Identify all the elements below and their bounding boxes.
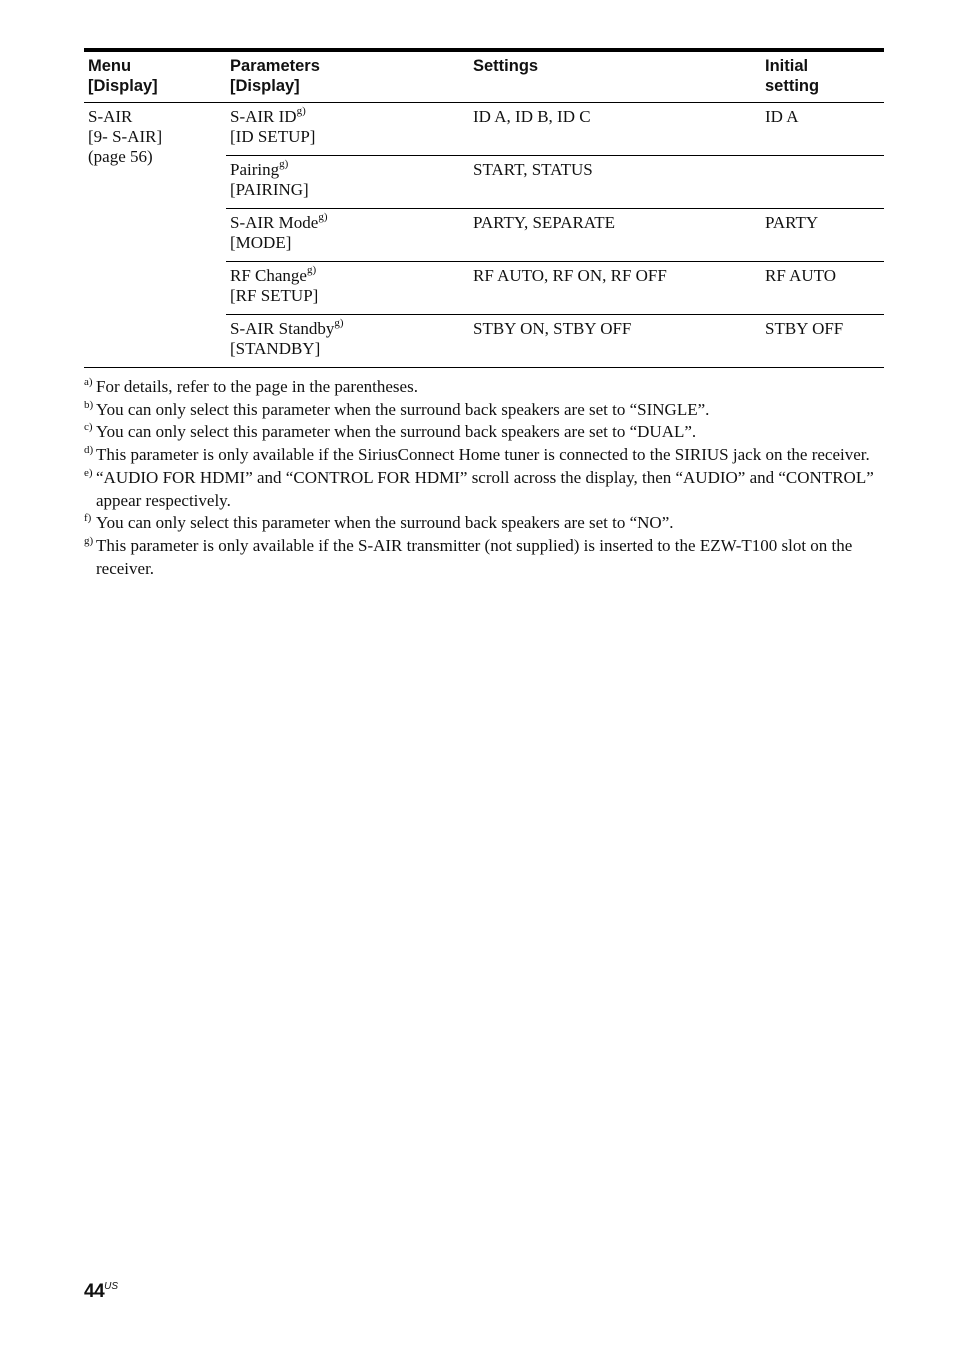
footnote-text: This parameter is only available if the S-AIR transmitter (not supplied) is inserted to the EZW-T100 slot on the receiver. bbox=[96, 535, 853, 578]
header-parameters: Parameters [Display] bbox=[226, 52, 469, 103]
footnote-marker: g) bbox=[84, 534, 94, 547]
region-code: US bbox=[104, 1281, 119, 1292]
footnote-marker: f) bbox=[84, 512, 92, 525]
footnote-g bbox=[84, 535, 884, 580]
footnote-marker: d) bbox=[84, 444, 94, 457]
footnotes bbox=[84, 376, 884, 580]
footnote-text: You can only select this parameter when the surround back speakers are set to “NO”. bbox=[96, 513, 674, 533]
footnote-a bbox=[84, 376, 884, 399]
parameter-cell: RF Change$^{g)}$ [RF SETUP] bbox=[226, 262, 469, 315]
settings-cell: START, STATUS bbox=[469, 156, 761, 209]
table-row bbox=[84, 103, 884, 156]
initial-setting-cell: RF AUTO bbox=[761, 262, 884, 315]
page-number bbox=[84, 1281, 118, 1303]
header-initial-setting: Initial setting bbox=[761, 52, 884, 103]
footnote-text: You can only select this parameter when the surround back speakers are set to “DUAL”. bbox=[96, 422, 697, 442]
page-number-value: 44 bbox=[84, 1281, 105, 1302]
header-menu: Menu [Display] bbox=[84, 52, 226, 103]
parameter-cell: Pairing$^{g)}$ [PAIRING] bbox=[226, 156, 469, 209]
menu-cell: S-AIR [9- S-AIR] (page 56) bbox=[84, 103, 226, 368]
footnote-f bbox=[84, 512, 884, 535]
initial-setting-cell bbox=[761, 156, 884, 209]
footnote-marker: c) bbox=[84, 421, 93, 434]
footnote-d bbox=[84, 444, 884, 467]
footnote-marker: a) bbox=[84, 376, 93, 388]
header-settings: Settings bbox=[469, 52, 761, 103]
footnote-c bbox=[84, 421, 884, 444]
footnote-marker: b) bbox=[84, 398, 94, 411]
parameter-cell: S-AIR Mode$^{g)}$ [MODE] bbox=[226, 209, 469, 262]
parameter-cell: S-AIR ID$^{g)}$ [ID SETUP] bbox=[226, 103, 469, 156]
parameter-cell: S-AIR Standby$^{g)}$ [STANDBY] bbox=[226, 315, 469, 368]
settings-cell: PARTY, SEPARATE bbox=[469, 209, 761, 262]
table-header-row bbox=[84, 52, 884, 103]
parameter-table bbox=[84, 52, 884, 368]
footnote-text: You can only select this parameter when the surround back speakers are set to “SINGLE”. bbox=[96, 399, 710, 419]
initial-setting-cell: ID A bbox=[761, 103, 884, 156]
settings-cell: STBY ON, STBY OFF bbox=[469, 315, 761, 368]
footnote-text: For details, refer to the page in the parentheses. bbox=[96, 377, 418, 396]
footnote-text: This parameter is only available if the SiriusConnect Home tuner is connected to the SIRIUS jack on the receiver. bbox=[96, 445, 870, 465]
footnote-text: “AUDIO FOR HDMI” and “CONTROL FOR HDMI” scroll across the display, then “AUDIO” and “CONTROL” appear respectively. bbox=[96, 467, 874, 510]
settings-cell: ID A, ID B, ID C bbox=[469, 103, 761, 156]
settings-cell: RF AUTO, RF ON, RF OFF bbox=[469, 262, 761, 315]
footnote-marker: e) bbox=[84, 466, 93, 479]
footnote-b bbox=[84, 399, 884, 422]
initial-setting-cell: STBY OFF bbox=[761, 315, 884, 368]
footnote-e bbox=[84, 467, 884, 512]
initial-setting-cell: PARTY bbox=[761, 209, 884, 262]
manual-page bbox=[84, 48, 884, 580]
